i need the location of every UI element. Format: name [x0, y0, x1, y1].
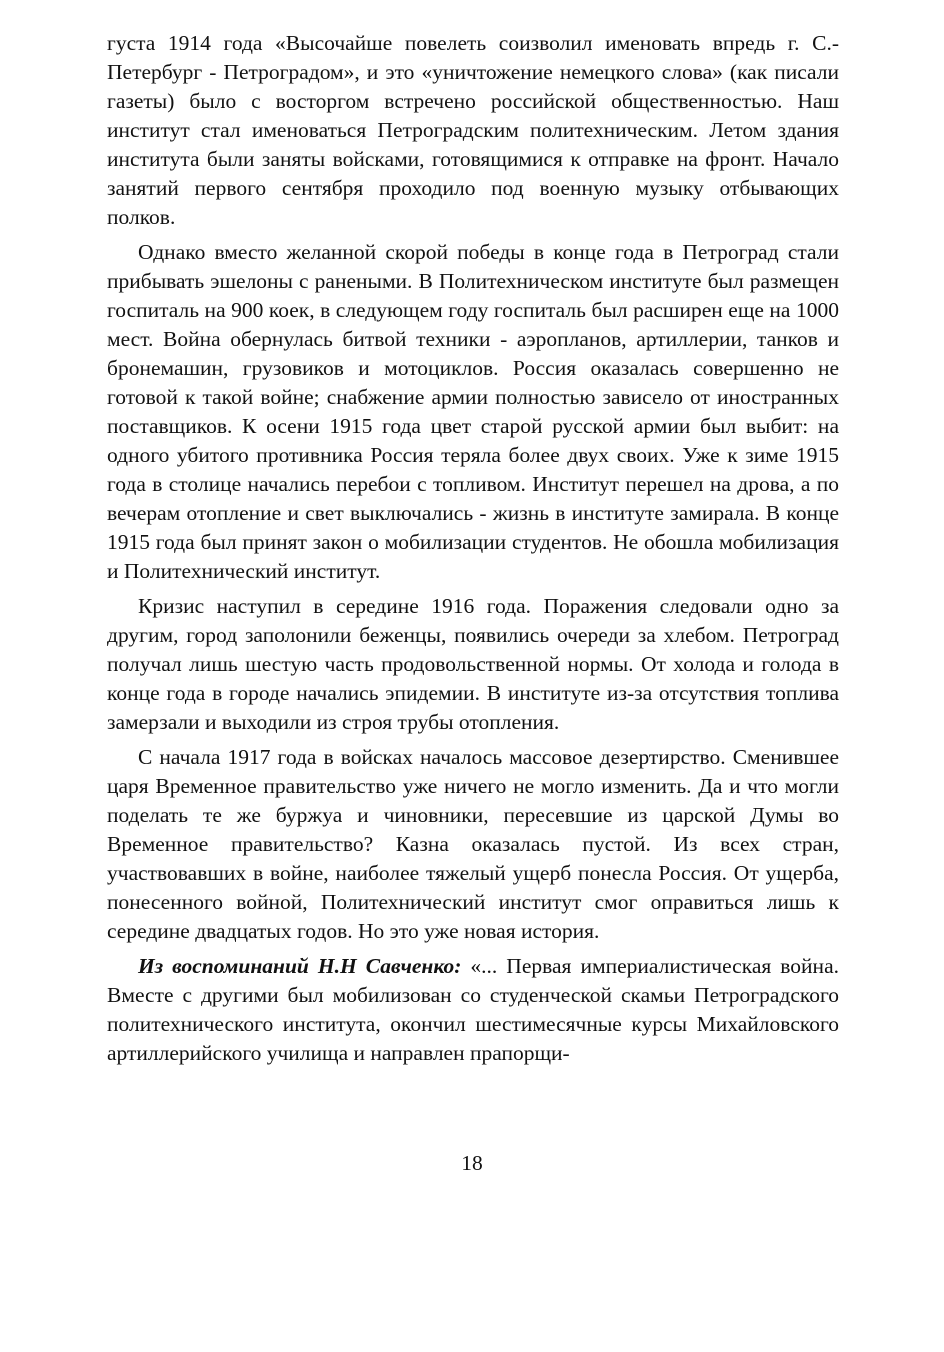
page-body — [107, 29, 839, 1074]
paragraph-4: С начала 1917 года в войсках началось массовое дезертирство. Сменившее царя Временное правительство уже ничего не могло изменить. Да и что могли поделать те же буржуа и чиновники, пересевшие из царской Думы во Временное правительство? Казна оказалась пустой. Из всех стран, участвовавших в войне, наиболее тяжелый ущерб понесла Россия. От ущерба, понесенного войной, Политехнический институт смог оправиться лишь к середине двадцатых годов. Но это уже новая история. — [107, 745, 839, 943]
paragraph-1: густа 1914 года «Высочайше повелеть соизволил именовать впредь г. С.-Петербург - Петроградом», и это «уничтожение немецкого слова» (как писали газеты) было с восторгом встречено российской общественностью. Наш институт стал именоваться Петроградским политехническим. Летом здания института были заняты войсками, готовящимися к отправке на фронт. Начало занятий первого сентября проходило под военную музыку отбывающих полков. — [107, 31, 839, 229]
page-number: 18 — [461, 1151, 483, 1175]
memoir-paragraph — [107, 952, 839, 1068]
memoir-text: «... Первая империалистическая война. Вместе с другими был мобилизован со студенческой скамьи Петроградского политехнического института, окончил шестимесячные курсы Михайловского артиллерийского училища и направлен прапорщи- — [107, 954, 839, 1065]
paragraph-2: Однако вместо желанной скорой победы в конце года в Петроград стали прибывать эшелоны с ранеными. В Политехническом институте был размещен госпиталь на 900 коек, в следующем году госпиталь был расширен еще на 1000 мест. Война обернулась битвой техники - аэропланов, артиллерии, танков и бронемашин, грузовиков и мотоциклов. Россия оказалась совершенно не готовой к такой войне; снабжение армии полностью зависело от иностранных поставщиков. К осени 1915 года цвет старой русской армии был выбит: на одного убитого противника Россия теряла более двух своих. Уже к зиме 1915 года в столице начались перебои с топливом. Институт перешел на дрова, а по вечерам отопление и свет выключались - жизнь в институте замирала. В конце 1915 года был принят закон о мобилизации студентов. Не обошла мобилизация и Политехнический институт. — [107, 240, 839, 583]
paragraph-3: Кризис наступил в середине 1916 года. Поражения следовали одно за другим, город заполонили беженцы, появились очереди за хлебом. Петроград получал лишь шестую часть продовольственной нормы. От холода и голода в конце года в городе начались эпидемии. В институте из-за отсутствия топлива замерзали и выходили из строя трубы отопления. — [107, 594, 839, 734]
memoir-lead: Из воспоминаний Н.Н Савченко: — [138, 954, 462, 978]
